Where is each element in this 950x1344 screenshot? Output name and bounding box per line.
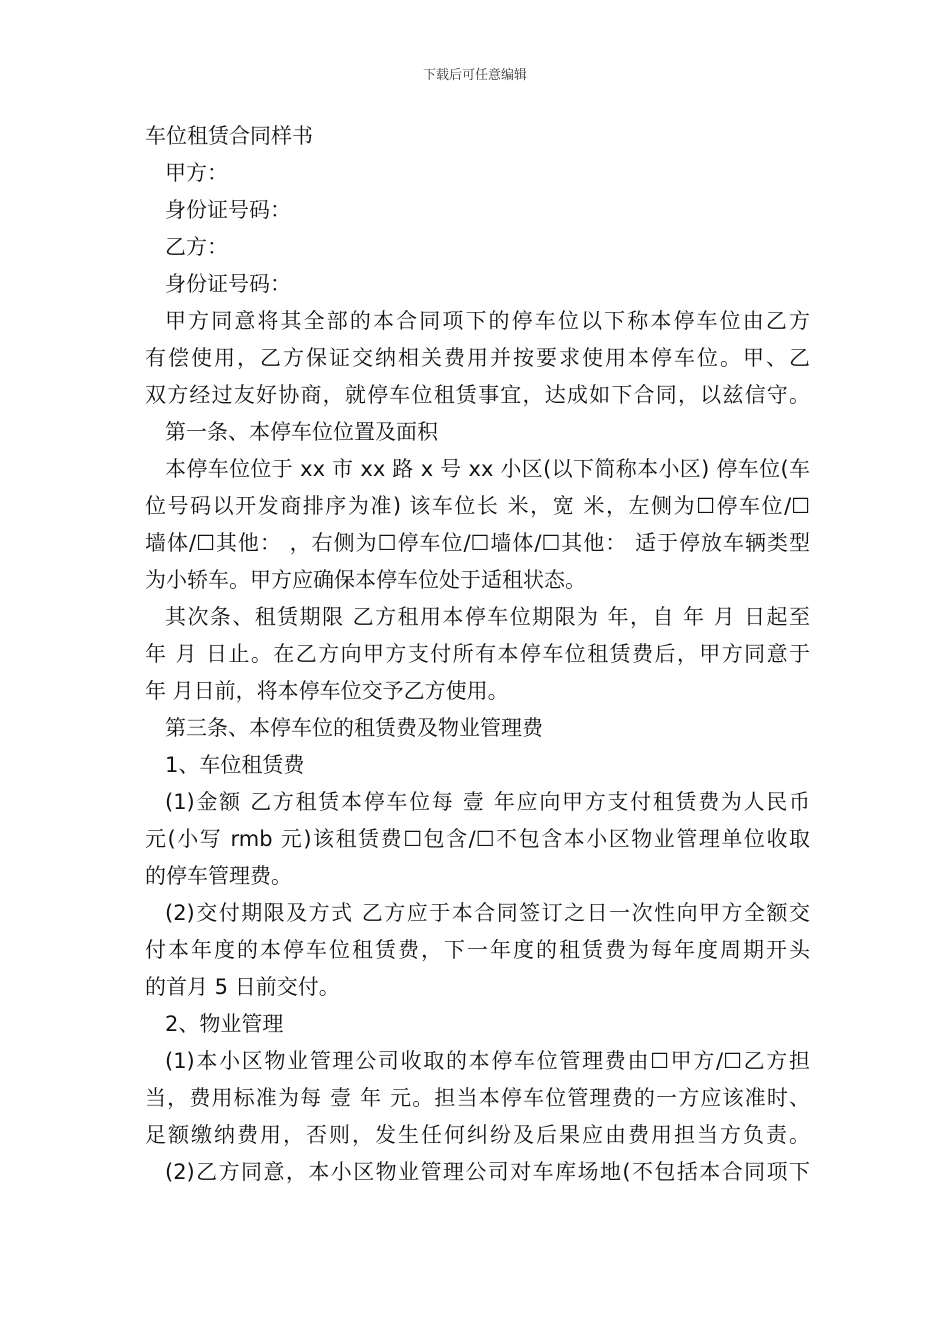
document-title: 车位租赁合同样书 xyxy=(145,124,313,148)
text-line: 甲方： xyxy=(165,161,228,185)
text-line: (2)乙方同意，本小区物业管理公司对车库场地(不包括本合同项下 xyxy=(165,1160,810,1184)
text-line: 元(小写 rmb 元)该租赁费☐包含/☐不包含本小区物业管理单位收取 xyxy=(145,827,810,851)
text-line: 年 月日前，将本停车位交予乙方使用。 xyxy=(145,679,509,703)
document-body xyxy=(145,118,810,1191)
text-line: (1)本小区物业管理公司收取的本停车位管理费由☐甲方/☐乙方担 xyxy=(165,1049,810,1073)
text-line: 付本年度的本停车位租赁费，下一年度的租赁费为每年度周期开头 xyxy=(145,938,810,962)
text-line: 第一条、本停车位位置及面积 xyxy=(165,420,438,444)
text-line: 甲方同意将其全部的本合同项下的停车位以下称本停车位由乙方 xyxy=(165,309,810,333)
text-line: 当，费用标准为每 壹 年 元。担当本停车位管理费的一方应该准时、 xyxy=(145,1086,810,1110)
text-line: 2、物业管理 xyxy=(165,1012,284,1036)
text-line: 双方经过友好协商，就停车位租赁事宜，达成如下合同，以兹信守。 xyxy=(145,383,810,407)
text-line: 足额缴纳费用，否则，发生任何纠纷及后果应由费用担当方负责。 xyxy=(145,1123,810,1147)
text-line: 本停车位位于 xx 市 xx 路 x 号 xx 小区(以下简称本小区) 停车位(车 xyxy=(165,457,810,481)
text-line: 年 月 日止。在乙方向甲方支付所有本停车位租赁费后，甲方同意于 xyxy=(145,642,810,666)
text-line: 身份证号码： xyxy=(165,198,291,222)
text-line: 身份证号码： xyxy=(165,272,291,296)
text-line: 位号码以开发商排序为准) 该车位长 米，宽 米，左侧为☐停车位/☐ xyxy=(145,494,810,518)
text-line: (2)交付期限及方式 乙方应于本合同签订之日一次性向甲方全额交 xyxy=(165,901,810,925)
text-line: 乙方： xyxy=(165,235,228,259)
text-line: 为小轿车。甲方应确保本停车位处于适租状态。 xyxy=(145,568,586,592)
text-line: 有偿使用，乙方保证交纳相关费用并按要求使用本停车位。甲、乙 xyxy=(145,346,810,370)
text-line: 第三条、本停车位的租赁费及物业管理费 xyxy=(165,716,543,740)
text-line: 的停车管理费。 xyxy=(145,864,292,888)
text-line: 的首月 5 日前交付。 xyxy=(145,975,340,999)
text-line: 墙体/☐其他： ，右侧为☐停车位/☐墙体/☐其他： 适于停放车辆类型 xyxy=(145,531,810,555)
page-header-note: 下载后可任意编辑 xyxy=(422,68,527,83)
text-line: (1)金额 乙方租赁本停车位每 壹 年应向甲方支付租赁费为人民币 xyxy=(165,790,810,814)
text-line: 其次条、租赁期限 乙方租用本停车位期限为 年，自 年 月 日起至 xyxy=(165,605,810,629)
text-line: 1、车位租赁费 xyxy=(165,753,305,777)
